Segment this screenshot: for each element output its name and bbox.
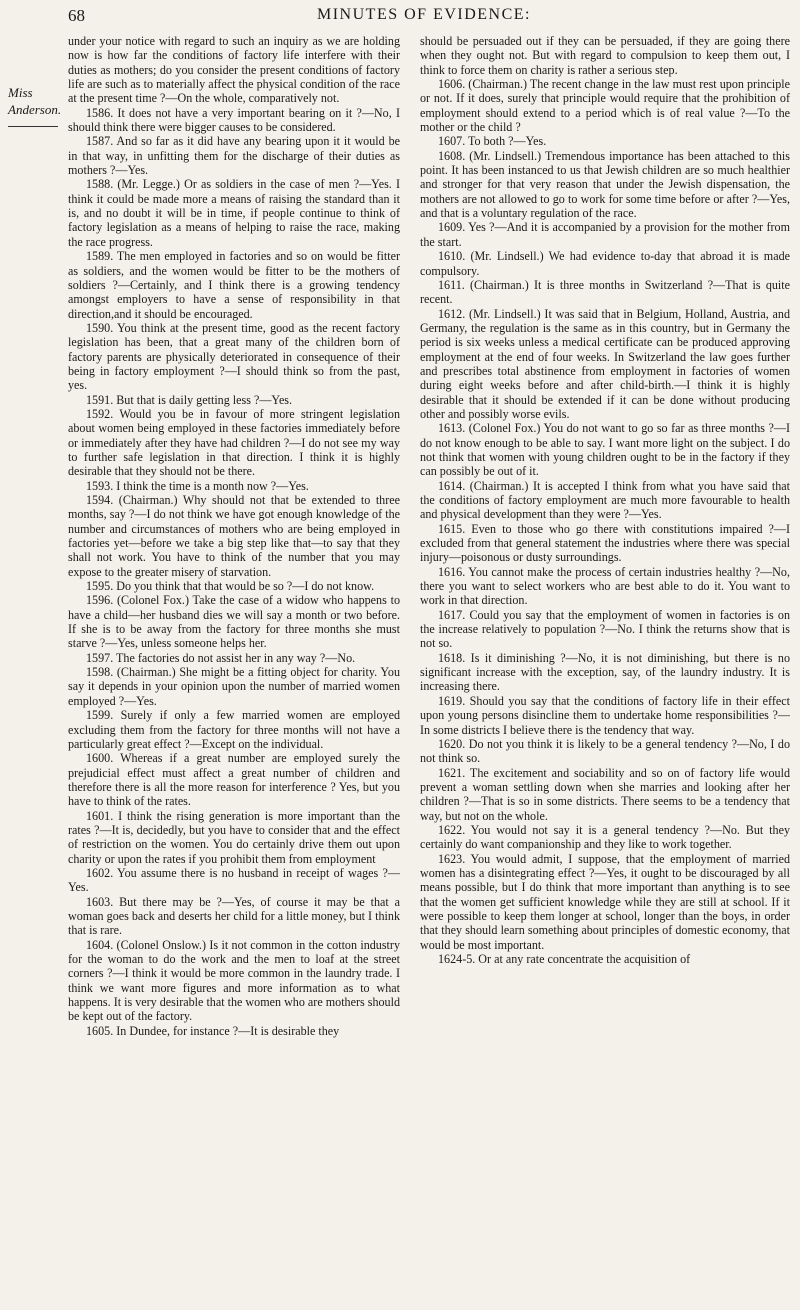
paragraph: 1587. And so far as it did have any bearing upon it it would be in that way, in unfitting them for the discharge of their duties as mothers ?—Yes.: [68, 134, 400, 178]
paragraph: 1609. Yes ?—And it is accompanied by a provision for the mother from the start.: [420, 220, 790, 249]
page-header: [68, 6, 780, 28]
paragraph: 1600. Whereas if a great number are employed surely the prejudicial effect must affect a great number of children and therefore there is all the more reason for interference ? Yes, but you have to think of the rates.: [68, 751, 400, 809]
paragraph: 1621. The excitement and sociability and so on of factory life would prevent a woman settling down when she marries and looking after her children ?—That is so in some districts. There seems to be a tendency that way, but not on the whole.: [420, 765, 790, 823]
paragraph: 1607. To both ?—Yes.: [438, 134, 547, 149]
sidenote-title: Miss: [8, 85, 33, 100]
running-head: MINUTES OF EVIDENCE:: [317, 6, 531, 23]
page-number: 68: [68, 6, 85, 25]
paragraph: 1594. (Chairman.) Why should not that be extended to three months, say ?—I do not think we have got enough knowledge of the number and circumstances of mothers who are being employed in factories yet—before we take a big step like that—to say that they shall not work. You have to think of the number that you may expose to the greater misery of starvation.: [68, 493, 400, 579]
paragraph: 1608. (Mr. Lindsell.) Tremendous importance has been attached to this point. It has been instanced to us that Jewish children are so much healthier and stronger for that very reason that under the Jewish dispensation, the mothers are not allowed to go to work for some time before or after ?—Yes, and that is a voluntary regulation of the race.: [420, 148, 790, 221]
paragraph: 1612. (Mr. Lindsell.) It was said that in Belgium, Holland, Austria, and Germany, the regulation is the same as in this country, but in Germany the period is six weeks unless a medical certificate can be produced approving employment at the end of four weeks. In Switzerland the law goes further and prescribes total abstinence from employment in factories of women during eight weeks before and after child-birth.—I think it is highly desirable that it should be extended if it can be done without producing other and possibly worse evils.: [420, 306, 790, 421]
paragraph: 1592. Would you be in favour of more stringent legislation about women being employed in these factories immediately before or immediately after they have had children ?—I do not see my way to further safe legislation in that direction. I think it is highly desirable that they should not be there.: [68, 406, 400, 479]
paragraph: 1586. It does not have a very important bearing on it ?—No, I should think there were bigger causes to be considered.: [68, 105, 400, 135]
paragraph: 1593. I think the time is a month now ?—Yes.: [86, 478, 309, 493]
paragraph: 1614. (Chairman.) It is accepted I think from what you have said that the conditions of factory employment are much more favourable to health and physical development than they were ?—Yes.: [420, 478, 790, 522]
paragraph: 1601. I think the rising generation is more important than the rates ?—It is, decidedly, but you have to consider that and the effect of restriction on the women. You do certainly drive them out upon charity or upon the rates if you prohibit them from employment: [68, 808, 400, 866]
paragraph: 1615. Even to those who go there with constitutions impaired ?—I excluded from that general statement the industries where there was special injury—poisonous or dusty surroundings.: [420, 521, 790, 565]
sidenote-rule: [8, 126, 58, 127]
paragraph: 1595. Do you think that that would be so ?—I do not know.: [86, 579, 375, 594]
paragraph: 1599. Surely if only a few married women are employed excluding them from the factory for three months will not have a particularly great effect ?—Except on the individual.: [68, 708, 400, 751]
paragraph: 1619. Should you say that the conditions of factory life in their effect upon young persons disincline them to undertake home responsibilities ?—In some districts I believe there is the tendency that way.: [420, 693, 790, 737]
paragraph: 1622. You would not say it is a general tendency ?—No. But they certainly do want companionship and they like to work together.: [420, 822, 790, 852]
paragraph: 1596. (Colonel Fox.) Take the case of a widow who happens to have a child—her husband dies we will say a month or two before. If she is to be away from the factory for three months she must starve ?—Yes, unless someone helps her.: [68, 593, 400, 651]
paragraph: 1620. Do not you think it is likely to be a general tendency ?—No, I do not think so.: [420, 736, 790, 766]
paragraph: 1590. You think at the present time, good as the recent factory legislation has been, that a great many of the children born of factory parents are physically deteriorated in consequence of their being in factory employment ?—I should think so from the past, yes.: [68, 320, 400, 393]
paragraph: 1605. In Dundee, for instance ?—It is desirable they: [86, 1023, 340, 1038]
paragraph: 1617. Could you say that the employment of women in factories is on the increase relatively to population ?—No. I think the returns show that is not so.: [420, 607, 790, 651]
right-column: [420, 34, 790, 966]
paragraph: under your notice with regard to such an inquiry as we are holding now is how far the conditions of factory life interfere with their duties as mothers; do you consider the present conditions of factory life are such as to materially affect the physical condition of the race at the present time ?—On the whole, comparatively not.: [68, 34, 400, 106]
witness-sidenote: [8, 84, 63, 127]
paragraph: 1610. (Mr. Lindsell.) We had evidence to-day that abroad it is made compulsory.: [420, 249, 790, 278]
paragraph: 1604. (Colonel Onslow.) Is it not common in the cotton industry for the woman to do the work and the men to loaf at the street corners ?—I think it would be more common in the laundry trade. I think we want more figures and more information as to what happens. It is very desirable that the women who are mothers should be kept out of the factory.: [68, 937, 400, 1024]
paragraph: 1602. You assume there is no husband in receipt of wages ?—Yes.: [68, 865, 400, 895]
paragraph: 1616. You cannot make the process of certain industries healthy ?—No, there you want to select workers who are best able to do it. You want to work in that direction.: [420, 564, 790, 608]
left-column: [68, 34, 400, 1038]
paragraph: 1623. You would admit, I suppose, that the employment of married women has a disintegrating effect ?—Yes, it ought to be discouraged by all means possible, but I do think that more important than anything is to see that the women get sufficient knowledge while they are still at school. If it were possible to keep them longer at school, longer than the boys, in order that they should learn something about principles of domestic economy, that would be most important.: [420, 851, 790, 952]
paragraph: 1589. The men employed in factories and so on would be fitter as soldiers, and the women would be fitter to be the mothers of soldiers ?—Certainly, and I think there is a growing tendency amongst employers to have a sense of responsibility in that direction,and it should be encouraged.: [68, 249, 400, 321]
paragraph: 1624-5. Or at any rate concentrate the acquisition of: [438, 952, 691, 966]
sidenote-name: Anderson.: [8, 102, 62, 117]
paragraph: 1618. Is it diminishing ?—No, it is not diminishing, but there is no significant increase with the exception, say, of the laundry industry. It is increasing there.: [420, 650, 790, 694]
paragraph: 1606. (Chairman.) The recent change in the law must rest upon principle or not. If it does, surely that principle would require that the prohibition of employment should extend to a period which is of real value ?—To the mother or the child ?: [420, 77, 790, 135]
paragraph: 1603. But there may be ?—Yes, of course it may be that a woman goes back and deserts her child for a little money, but I think that is rare.: [68, 894, 400, 938]
paragraph: 1588. (Mr. Legge.) Or as soldiers in the case of men ?—Yes. I think it could be made more a means of raising the standard than it is, and no doubt it will be in time, if people continue to think of factory legislation as a means of helping to raise the race, making the race progress.: [68, 177, 400, 249]
paragraph: 1611. (Chairman.) It is three months in Switzerland ?—That is quite recent.: [420, 277, 790, 307]
paragraph: 1591. But that is daily getting less ?—Yes.: [86, 392, 293, 407]
paragraph: 1597. The factories do not assist her in any way ?—No.: [86, 650, 356, 665]
paragraph: should be persuaded out if they can be persuaded, if they are going there when they ought not. But with regard to compulsion to keep them out, I think to force them on charity is rather a serious step.: [420, 34, 790, 77]
paragraph: 1598. (Chairman.) She might be a fitting object for charity. You say it depends in your opinion upon the number of married women employed ?—Yes.: [68, 665, 400, 708]
paragraph: 1613. (Colonel Fox.) You do not want to go so far as three months ?—I do not know enough to be able to say. I want more light on the subject. I do not think that women with young children ought to be in the factory if they can possibly be out of it.: [420, 421, 790, 479]
